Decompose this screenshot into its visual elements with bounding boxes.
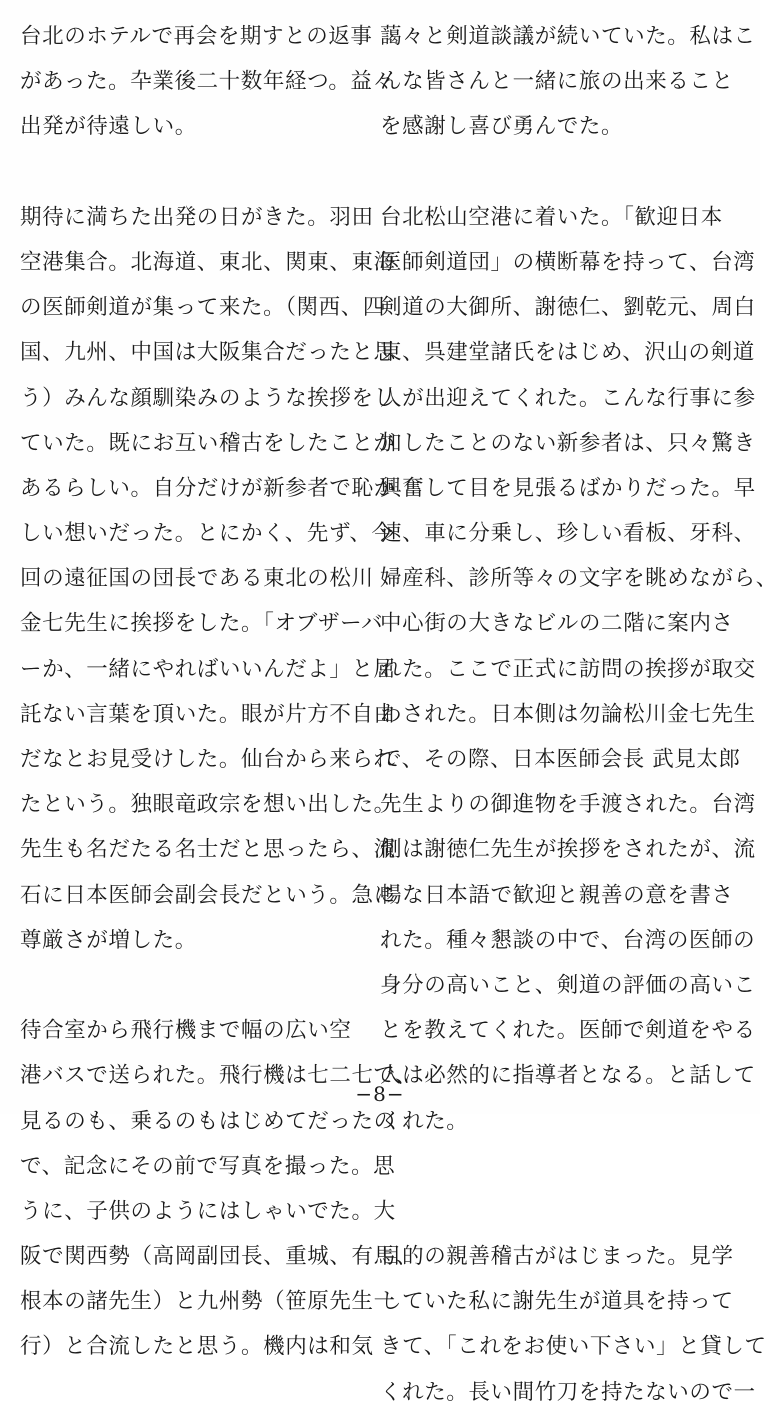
text-line: 加したことのない新参者は、只々驚き: [380, 430, 756, 456]
text-line: きて、「これをお使い下さい」と貸して: [380, 1334, 767, 1360]
text-line: 金七先生に挨拶をした。「オブザーバ: [20, 611, 384, 637]
text-line: うに、子供のようにはしゃいでた。大: [20, 1198, 396, 1224]
text-line: 国、九州、中国は大阪集合だったと思: [20, 340, 396, 366]
text-line: 尊厳さが増した。: [20, 927, 197, 953]
text-line: で、記念にその前で写真を撮った。思: [20, 1153, 396, 1179]
paragraph-gap: [20, 963, 360, 1008]
text-line: 台北松山空港に着いた。「歓迎日本: [380, 204, 723, 230]
text-line: 石に日本医師会副会長だという。急に: [20, 882, 396, 908]
paragraph-gap: [20, 150, 360, 195]
text-line: 側は謝徳仁先生が挨拶をされたが、流: [380, 837, 756, 863]
paragraph-gap: [380, 1189, 720, 1234]
text-line: 人が出迎えてくれた。こんな行事に参: [380, 385, 756, 411]
text-line: れた。種々懇談の中で、台湾の医師の: [380, 927, 756, 953]
text-line: を感謝し喜び勇んでた。: [380, 114, 624, 140]
text-line: う）みんな顔馴染みのような挨拶をし: [20, 385, 396, 411]
text-line: んな皆さんと一緒に旅の出来ること: [380, 69, 734, 95]
text-line: 待合室から飛行機まで幅の広い空: [20, 1018, 352, 1044]
text-line: 台北のホテルで再会を期すとの返事: [20, 24, 373, 49]
page-number: −8−: [355, 1082, 405, 1106]
text-line: 身分の高いこと、剣道の評価の高いこ: [380, 972, 756, 998]
text-line: の医師剣道が集って来た。（関西、四: [20, 295, 385, 321]
text-line: 港バスで送られた。飛行機は七二七で、: [20, 1063, 418, 1089]
text-line: で、その際、日本医師会長 武見太郎: [380, 747, 741, 772]
text-line: 興奮して目を見張るばかりだった。早: [380, 475, 756, 501]
text-line: くれた。: [380, 1108, 469, 1134]
text-line: 人は必然的に指導者となる。と話して: [380, 1063, 756, 1089]
text-line: 見るのも、乗るのもはじめてだったの: [20, 1108, 396, 1134]
text-line: 行）と合流したと思う。機内は和気: [20, 1334, 374, 1360]
text-line: 暢な日本語で歓迎と親善の意を書さ: [380, 882, 734, 908]
left-text-column: [20, 14, 418, 1370]
text-line: 根本の諸先生）と九州勢（笹原先生一: [20, 1289, 396, 1315]
text-line: 空港集合。北海道、東北、関東、東海: [20, 249, 396, 275]
text-line: 医師剣道団」の横断幕を持って、台湾: [380, 249, 756, 275]
text-line: 東、呉建堂諸氏をはじめ、沢山の剣道: [380, 340, 755, 366]
text-line: 阪で関西勢（高岡副団長、重城、有馬、: [20, 1244, 418, 1270]
text-line: 出発が待遠しい。: [20, 114, 197, 140]
text-line: たという。独眼竜政宗を想い出した。: [20, 792, 396, 818]
text-line: していた私に謝先生が道具を持って: [380, 1289, 734, 1315]
text-line: ていた。既にお互い稽古をしたことが: [20, 430, 396, 456]
right-text-column: [380, 14, 778, 1415]
text-line: だなとお見受けした。仙台から来られ: [20, 747, 396, 772]
text-line: ーか、一緒にやればいいんだよ」と屈: [20, 656, 396, 682]
text-line: 剣道の大御所、謝徳仁、劉乾元、周白: [380, 295, 756, 321]
text-line: 回の遠征国の団長である東北の松川: [20, 566, 374, 592]
text-line: わされた。日本側は勿論松川金七先生: [380, 701, 756, 727]
text-line: 目的の親善稽古がはじまった。見学: [380, 1244, 734, 1270]
text-line: 婦産科、診所等々の文字を眺めながら、: [380, 566, 778, 592]
text-line: 期待に満ちた出発の日がきた。羽田: [20, 204, 374, 230]
text-line: 藹々と剣道談議が続いていた。私はこ: [380, 24, 756, 49]
text-line: 先生も名だたる名士だと思ったら、流: [20, 837, 396, 863]
text-line: 速、車に分乗し、珍しい看板、牙科、: [380, 521, 756, 547]
text-line: とを教えてくれた。医師で剣道をやる: [380, 1018, 756, 1044]
text-line: しい想いだった。とにかく、先ず、今: [20, 521, 394, 547]
text-line: れた。ここで正式に訪問の挨拶が取交: [380, 656, 756, 682]
text-line: くれた。長い間竹刀を持たないので一: [380, 1379, 756, 1405]
text-line: 先生よりの御進物を手渡された。台湾: [380, 792, 756, 818]
text-line: 中心街の大きなビルの二階に案内さ: [380, 611, 734, 637]
text-line: 託ない言葉を頂いた。眼が片方不自由: [20, 701, 396, 727]
paragraph-gap: [380, 1144, 720, 1189]
text-line: あるらしい。自分だけが新参者で恥か: [20, 475, 396, 501]
paragraph-gap: [380, 150, 720, 195]
text-line: があった。卆業後二十数年経つ。益々: [20, 69, 395, 95]
